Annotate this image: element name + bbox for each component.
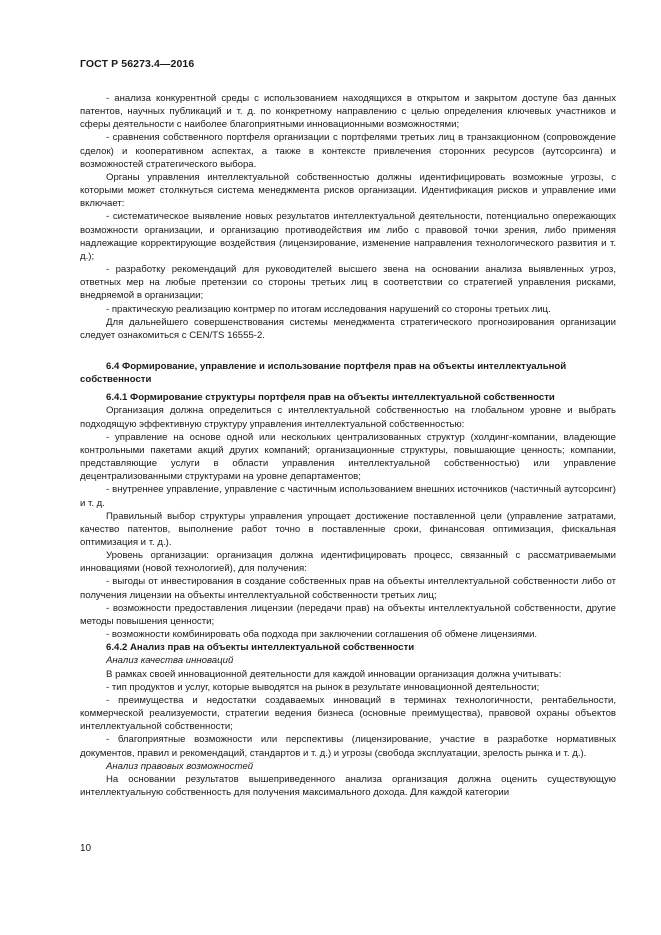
paragraph: В рамках своей инновационной деятельности для каждой инновации организация должна учитывать:: [106, 668, 562, 680]
paragraph: - внутреннее управление, управление с частичным использованием внешних источников (частичный аутсорсинг) и т. д.: [80, 484, 616, 509]
paragraph: - управление на основе одной или нескольких централизованных структур (холдинг-компании, владеющие контрольными пакетами акций других компаний; организационные структуры, повышающие ценность; компании, представляющие услуги в области управления интеллектуальной собственностью) или управление децентрализованными структурами на уровне департаментов;: [80, 431, 616, 483]
paragraph: - преимущества и недостатки создаваемых инноваций в терминах технологичности, рентабельности, коммерческой реализуемости, стратегии ведения бизнеса (основные преимущества), правовой охраны объектов интеллектуальной собственности;: [80, 694, 616, 733]
paragraph: Уровень организации: организация должна идентифицировать процесс, связанный с рассматриваемыми инновациями (новой технологией), для получения:: [80, 550, 616, 575]
paragraph: - выгоды от инвестирования в создание собственных прав на объекты интеллектуальной собственности либо от получения лицензии на объекты интеллектуальной собственности третьих лиц;: [80, 576, 616, 601]
subsection-heading: 6.4.2 Анализ прав на объекты интеллектуальной собственности: [106, 642, 415, 654]
section-heading: 6.4 Формирование, управление и использование портфеля прав на объекты интеллектуальной собственности: [80, 360, 567, 386]
document-body: [80, 92, 616, 799]
paragraph: - возможности предоставления лицензии (передачи прав) на объекты интеллектуальной собственности, другие методы повышения ценности;: [80, 602, 616, 627]
paragraph: На основании результатов вышеприведенного анализа организация должна оценить существующую интеллектуальную собственность для получения максимального дохода. Для каждой категории: [80, 773, 616, 798]
subsection-heading: 6.4.1 Формирование структуры портфеля прав на объекты интеллектуальной собственности: [106, 392, 555, 404]
paragraph: Правильный выбор структуры управления упрощает достижение поставленной цели (управление затратами, качество патентов, выполнение работ точно в поставленные сроки, финансовая оптимизация, фискальная оптимизация и т. д.).: [80, 510, 616, 548]
paragraph: - благоприятные возможности или перспективы (лицензирование, участие в разработке нормативных документов, правил и рекомендаций, стандартов и т. д.) и угрозы (свобода эксплуатации, зрелость рынка и т. д.).: [80, 734, 616, 759]
paragraph: - тип продуктов и услуг, которые выводятся на рынок в результате инновационной деятельности;: [106, 681, 540, 693]
paragraph: - возможности комбинировать оба подхода при заключении соглашения об обмене лицензиями.: [106, 629, 538, 641]
document-header: ГОСТ Р 56273.4—2016: [80, 58, 195, 70]
paragraph: - систематическое выявление новых результатов интеллектуальной деятельности, потенциально опережающих возможности организации, и организацию противодействия им либо с правовой точки зрения, либо применяя надлежащие корректирующие воздействия (лицензирование, изменение направления технологического развития и т. д.);: [80, 211, 616, 262]
italic-subheading: Анализ качества инноваций: [106, 655, 234, 667]
paragraph: Органы управления интеллектуальной собственностью должны идентифицировать возможные угрозы, с которыми может столкнуться система менеджмента рисков организации. Идентификация рисков и управление ими включает:: [80, 171, 616, 210]
paragraph: - анализа конкурентной среды с использованием находящихся в открытом и закрытом доступе баз данных патентов, научных публикаций и т. д. по конкретному направлению с целью определения ключевых участников и сферы деятельности с наиболее благоприятными инновационными возможностями;: [80, 93, 616, 131]
paragraph: - сравнения собственного портфеля организации с портфелями третьих лиц в транзакционном (сопровождение сделок) и кооперативном аспектах, а также в контексте привлечения сторонних ресурсов (аутсорсинга) и возможностей стратегического выбора.: [80, 132, 616, 170]
page-number: 10: [80, 843, 92, 854]
paragraph: Организация должна определиться с интеллектуальной собственностью на глобальном уровне и выбрать подходящую эффективную структуру управления интеллектуальной собственностью:: [80, 405, 616, 430]
italic-subheading: Анализ правовых возможностей: [106, 760, 254, 772]
spacer: [80, 342, 616, 349]
paragraph: Для дальнейшего совершенствования системы менеджмента стратегического прогнозирования организации следует ознакомиться с CEN/TS 16555-2.: [80, 316, 616, 341]
paragraph: - разработку рекомендаций для руководителей высшего звена на основании анализа выявленных угроз, ответных мер на любые претензии со стороны третьих лиц в соответствии со стратегией управления рисками, внедряемой в организации;: [80, 264, 616, 302]
paragraph: - практическую реализацию контрмер по итогам исследования нарушений со стороны третьих лиц.: [106, 303, 551, 315]
